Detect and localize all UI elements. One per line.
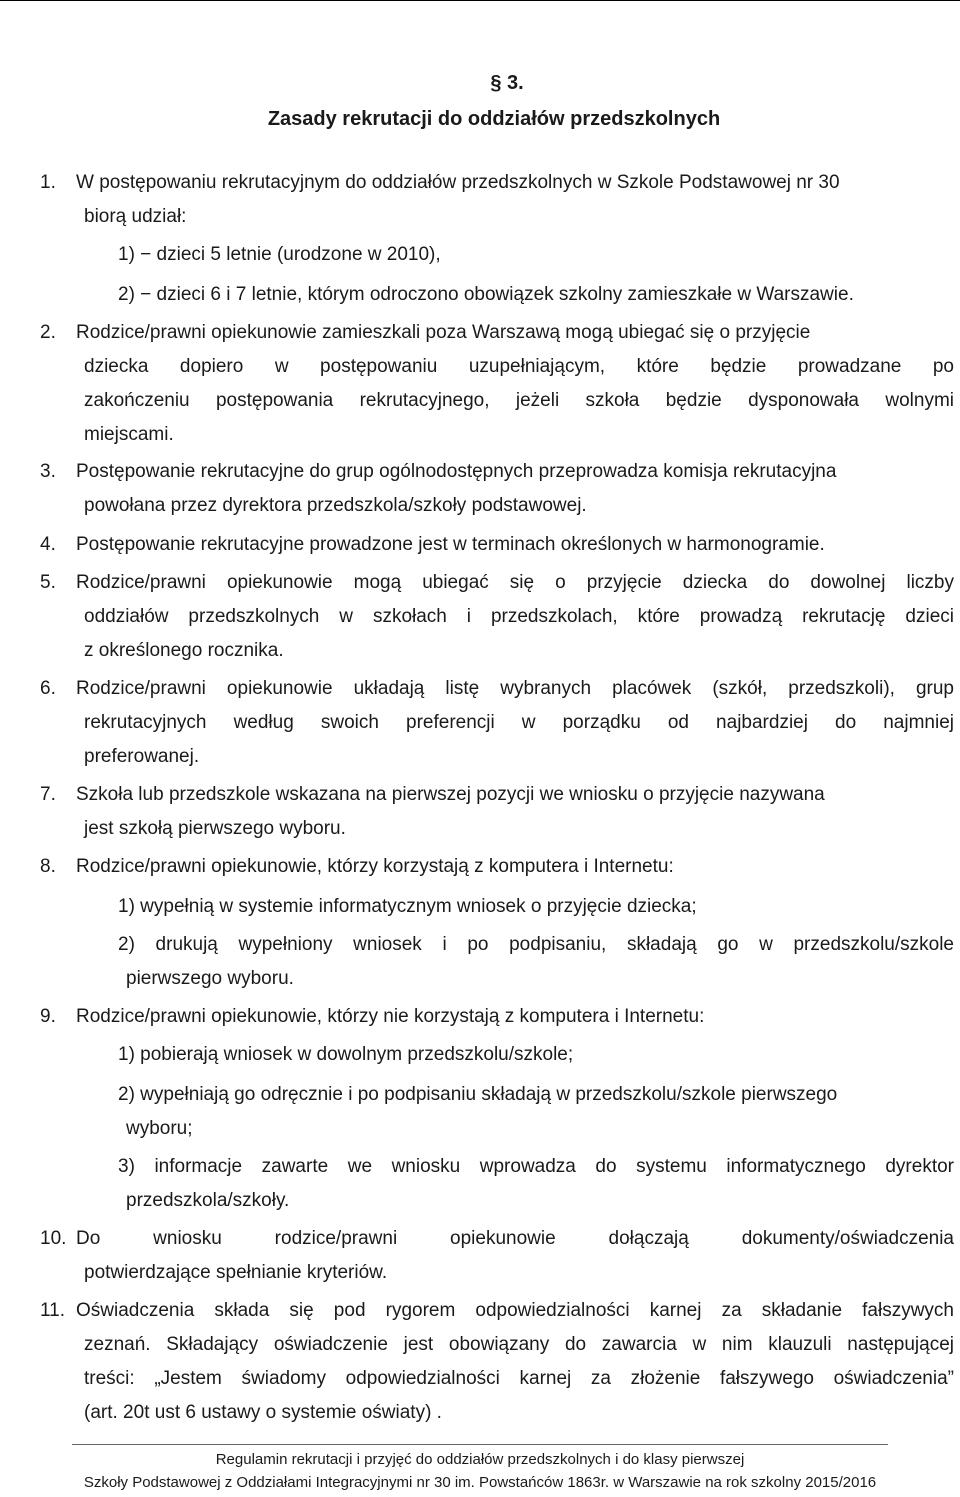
subitem-text: wyboru; [126,1118,193,1139]
item-text: Szkoła lub przedszkole wskazana na pierwszej pozycji we wniosku o przyjęcie nazywana [76,784,825,805]
item-text: zakończeniu postępowania rekrutacyjnego, jeżeli szkoła będzie dysponowała wolnymi [84,390,954,411]
subitem-text: 1) pobierają wniosek w dowolnym przedszkolu/szkole; [118,1044,574,1065]
item-text: dziecka dopiero w postępowaniu uzupełniającym, które będzie prowadzane po [84,356,954,377]
item-number: 5. [40,572,56,593]
item-text: Rodzice/prawni opiekunowie, którzy nie korzystają z komputera i Internetu: [76,1006,705,1027]
item-text: oddziałów przedszkolnych w szkołach i przedszkolach, które prowadzą rekrutację dzieci [84,606,954,627]
item-text: Postępowanie rekrutacyjne prowadzone jest w terminach określonych w harmonogramie. [76,534,825,555]
item-text: jest szkołą pierwszego wyboru. [84,818,346,839]
item-text: Rodzice/prawni opiekunowie układają listę wybranych placówek (szkół, przedszkoli), grup [76,678,954,699]
item-number: 6. [40,678,56,699]
item-text: miejscami. [84,424,174,445]
item-number: 1. [40,172,56,193]
item-text: (art. 20t ust 6 ustawy o systemie oświaty) . [84,1402,442,1423]
item-text: z określonego rocznika. [84,640,284,661]
subitem-text: 1) − dzieci 5 letnie (urodzone w 2010), [118,244,441,265]
subitem-text: 3) informacje zawarte we wniosku wprowadza do systemu informatycznego dyrektor [118,1156,954,1177]
item-text: Rodzice/prawni opiekunowie mogą ubiegać się o przyjęcie dziecka do dowolnej liczby [76,572,954,593]
subitem-text: 2) drukują wypełniony wniosek i po podpisaniu, składają go w przedszkolu/szkole [118,934,954,955]
top-rule [0,0,960,1]
section-number: § 3. [490,72,524,94]
footer-line: Szkoły Podstawowej z Oddziałami Integracyjnymi nr 30 im. Powstańców 1863r. w Warszawie na rok szkolny 2015/2016 [83,1474,877,1491]
item-text: W postępowaniu rekrutacyjnym do oddziałów przedszkolnych w Szkole Podstawowej nr 30 [76,172,840,193]
item-text: biorą udział: [84,206,187,227]
item-number: 3. [40,461,56,482]
item-text: potwierdzające spełnianie kryteriów. [84,1262,388,1283]
item-number: 9. [40,1006,56,1027]
item-number: 2. [40,322,56,343]
item-text: Rodzice/prawni opiekunowie, którzy korzystają z komputera i Internetu: [76,856,674,877]
section-title: Zasady rekrutacji do oddziałów przedszkolnych [267,108,721,130]
subitem-text: 2) wypełniają go odręcznie i po podpisaniu składają w przedszkolu/szkole pierwszego [118,1084,838,1105]
subitem-text: 1) wypełnią w systemie informatycznym wniosek o przyjęcie dziecka; [118,896,697,917]
item-text: Do wniosku rodzice/prawni opiekunowie dołączają dokumenty/oświadczenia [76,1228,954,1249]
item-text: zeznań. Składający oświadczenie jest obowiązany do zawarcia w nim klauzuli następującej [84,1334,954,1355]
item-number: 8. [40,856,56,877]
item-number: 7. [40,784,56,805]
subitem-text: pierwszego wyboru. [126,968,294,989]
item-text: powołana przez dyrektora przedszkola/szkoły podstawowej. [84,495,587,516]
item-number: 11. [40,1300,66,1321]
footer-line: Regulamin rekrutacji i przyjęć do oddziałów przedszkolnych i do klasy pierwszej [215,1451,745,1468]
item-text: Rodzice/prawni opiekunowie zamieszkali poza Warszawą mogą ubiegać się o przyjęcie [76,322,811,343]
item-text: Oświadczenia składa się pod rygorem odpowiedzialności karnej za składanie fałszywych [76,1300,954,1321]
item-text: preferowanej. [84,746,200,767]
subitem-text: 2) − dzieci 6 i 7 letnie, którym odroczono obowiązek szkolny zamieszkałe w Warszawie. [118,284,854,305]
item-text: rekrutacyjnych według swoich preferencji w porządku od najbardziej do najmniej [84,712,954,733]
item-text: treści: „Jestem świadomy odpowiedzialności karnej za złożenie fałszywego oświadczenia” [84,1368,954,1389]
footer-rule [72,1444,888,1445]
item-number: 4. [40,534,56,555]
item-number: 10. [40,1228,67,1249]
subitem-text: przedszkola/szkoły. [126,1190,290,1211]
item-text: Postępowanie rekrutacyjne do grup ogólnodostępnych przeprowadza komisja rekrutacyjna [76,461,837,482]
